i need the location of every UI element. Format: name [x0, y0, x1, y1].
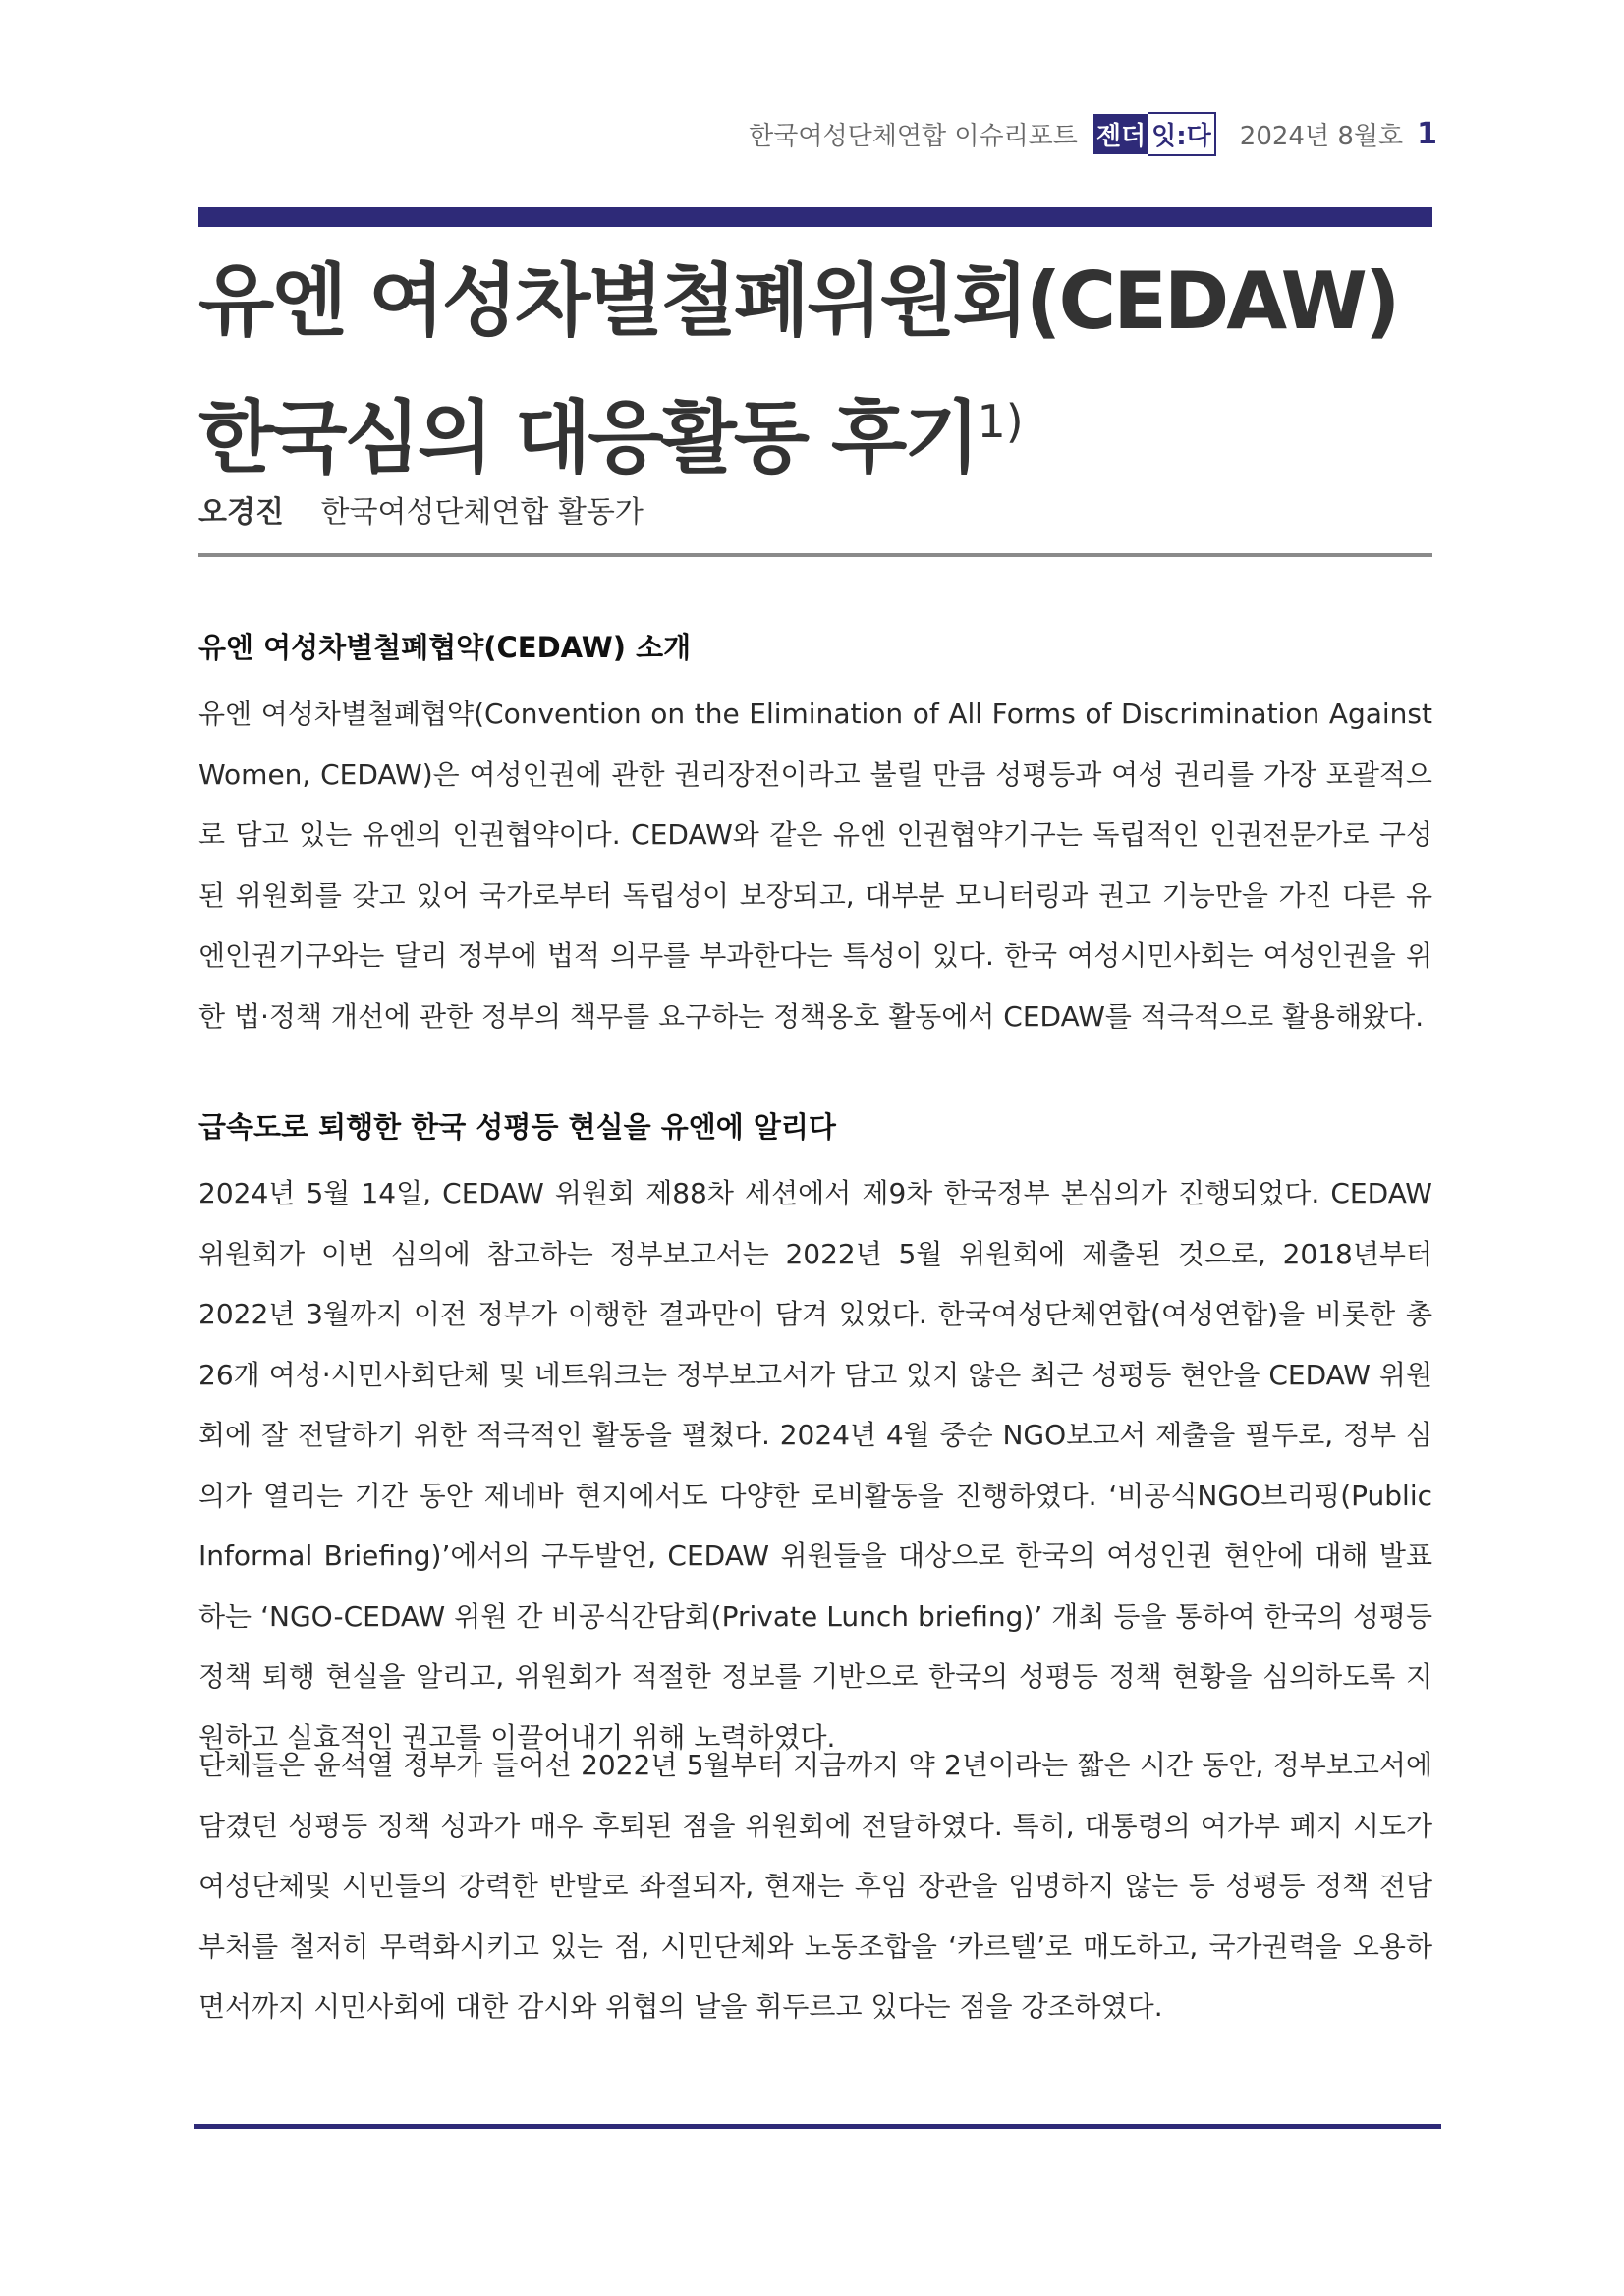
footnote-marker[interactable]: 1)	[977, 395, 1024, 448]
author-role: 한국여성단체연합 활동가	[320, 495, 644, 530]
author-line	[198, 487, 644, 531]
brand-logo	[1093, 112, 1216, 156]
page-number: 1	[1417, 116, 1437, 151]
section-heading-cedaw-intro: 유엔 여성차별철폐협약(CEDAW) 소개	[198, 631, 692, 664]
paragraph-regression-2: 단체들은 윤석열 정부가 들어선 2022년 5월부터 지금까지 약 2년이라는 짧은 시간 동안, 정부보고서에 담겼던 성평등 정책 성과가 매우 후퇴된 점을 위원회에 전달하였다. 특히, 대통령의 여가부 폐지 시도가 여성단체및 시민들의 강력한 반발로 좌절되자, 현재는 후임 장관을 임명하지 않는 등 성평등 정책 전담 부처를 철저히 무력화시키고 있는 점, 시민단체와 노동조합을 ‘카르텔’로 매도하고, 국가권력을 오용하면서까지 시민사회에 대한 감시와 위협의 날을 휘두르고 있다는 점을 강조하였다.	[198, 1749, 1432, 2023]
paragraph-regression-1: 2024년 5월 14일, CEDAW 위원회 제88차 세션에서 제9차 한국정부 본심의가 진행되었다. CEDAW 위원회가 이번 심의에 참고하는 정부보고서는 2022년 5월 위원회에 제출된 것으로, 2018년부터 2022년 3월까지 이전 정부가 이행한 결과만이 담겨 있었다. 한국여성단체연합(여성연합)을 비롯한 총 26개 여성·시민사회단체 및 네트워크는 정부보고서가 담고 있지 않은 최근 성평등 현안을 CEDAW 위원회에 잘 전달하기 위한 적극적인 활동을 펼쳤다. 2024년 4월 중순 NGO보고서 제출을 필두로, 정부 심의가 열리는 기간 동안 제네바 현지에서도 다양한 로비활동을 진행하였다. ‘비공식NGO브리핑(Public Informal Briefing)’에서의 구두발언, CEDAW 위원들을 대상으로 한국의 여성인권 현안에 대해 발표하는 ‘NGO-CEDAW 위원 간 비공식간담회(Private Lunch briefing)’ 개최 등을 통하여 한국의 성평등 정책 퇴행 현실을 알리고, 위원회가 적절한 정보를 기반으로 한국의 성평등 정책 현황을 심의하도록 지원하고 실효적인 권고를 이끌어내기 위해 노력하였다.	[198, 1177, 1432, 1754]
article-title-line-2-text: 한국심의 대응활동 후기	[198, 392, 978, 483]
article-title-line-2	[198, 362, 1432, 498]
article-title-line-1: 유엔 여성차별철폐위원회(CEDAW)	[198, 255, 1398, 347]
brand-logo-part-2: 잇:다	[1148, 112, 1216, 156]
brand-logo-part-1: 젠더	[1093, 114, 1148, 154]
author-name: 오경진	[198, 495, 284, 530]
section-heading-regression: 급속도로 퇴행한 한국 성평등 현실을 유엔에 알리다	[198, 1110, 836, 1144]
publication-name: 한국여성단체연합 이슈리포트	[749, 121, 1078, 151]
header-divider	[198, 553, 1432, 557]
article-title	[198, 242, 1432, 498]
paragraph-cedaw-intro: 유엔 여성차별철폐협약(Convention on the Elimination of All Forms of Discrimination Against Women, CEDAW)은 여성인권에 관한 권리장전이라고 불릴 만큼 성평등과 여성 권리를 가장 포괄적으로 담고 있는 유엔의 인권협약이다. CEDAW와 같은 유엔 인권협약기구는 독립적인 인권전문가로 구성된 위원회를 갖고 있어 국가로부터 독립성이 보장되고, 대부분 모니터링과 권고 기능만을 가진 다른 유엔인권기구와는 달리 정부에 법적 의무를 부과한다는 특성이 있다. 한국 여성시민사회는 여성인권을 위한 법·정책 개선에 관한 정부의 책무를 요구하는 정책옹호 활동에서 CEDAW를 적극적으로 활용해왔다.	[198, 698, 1432, 1033]
footer-bar	[194, 2124, 1441, 2129]
title-top-bar	[198, 207, 1432, 227]
issue-date: 2024년 8월호	[1239, 121, 1404, 151]
page-header	[749, 110, 1437, 157]
